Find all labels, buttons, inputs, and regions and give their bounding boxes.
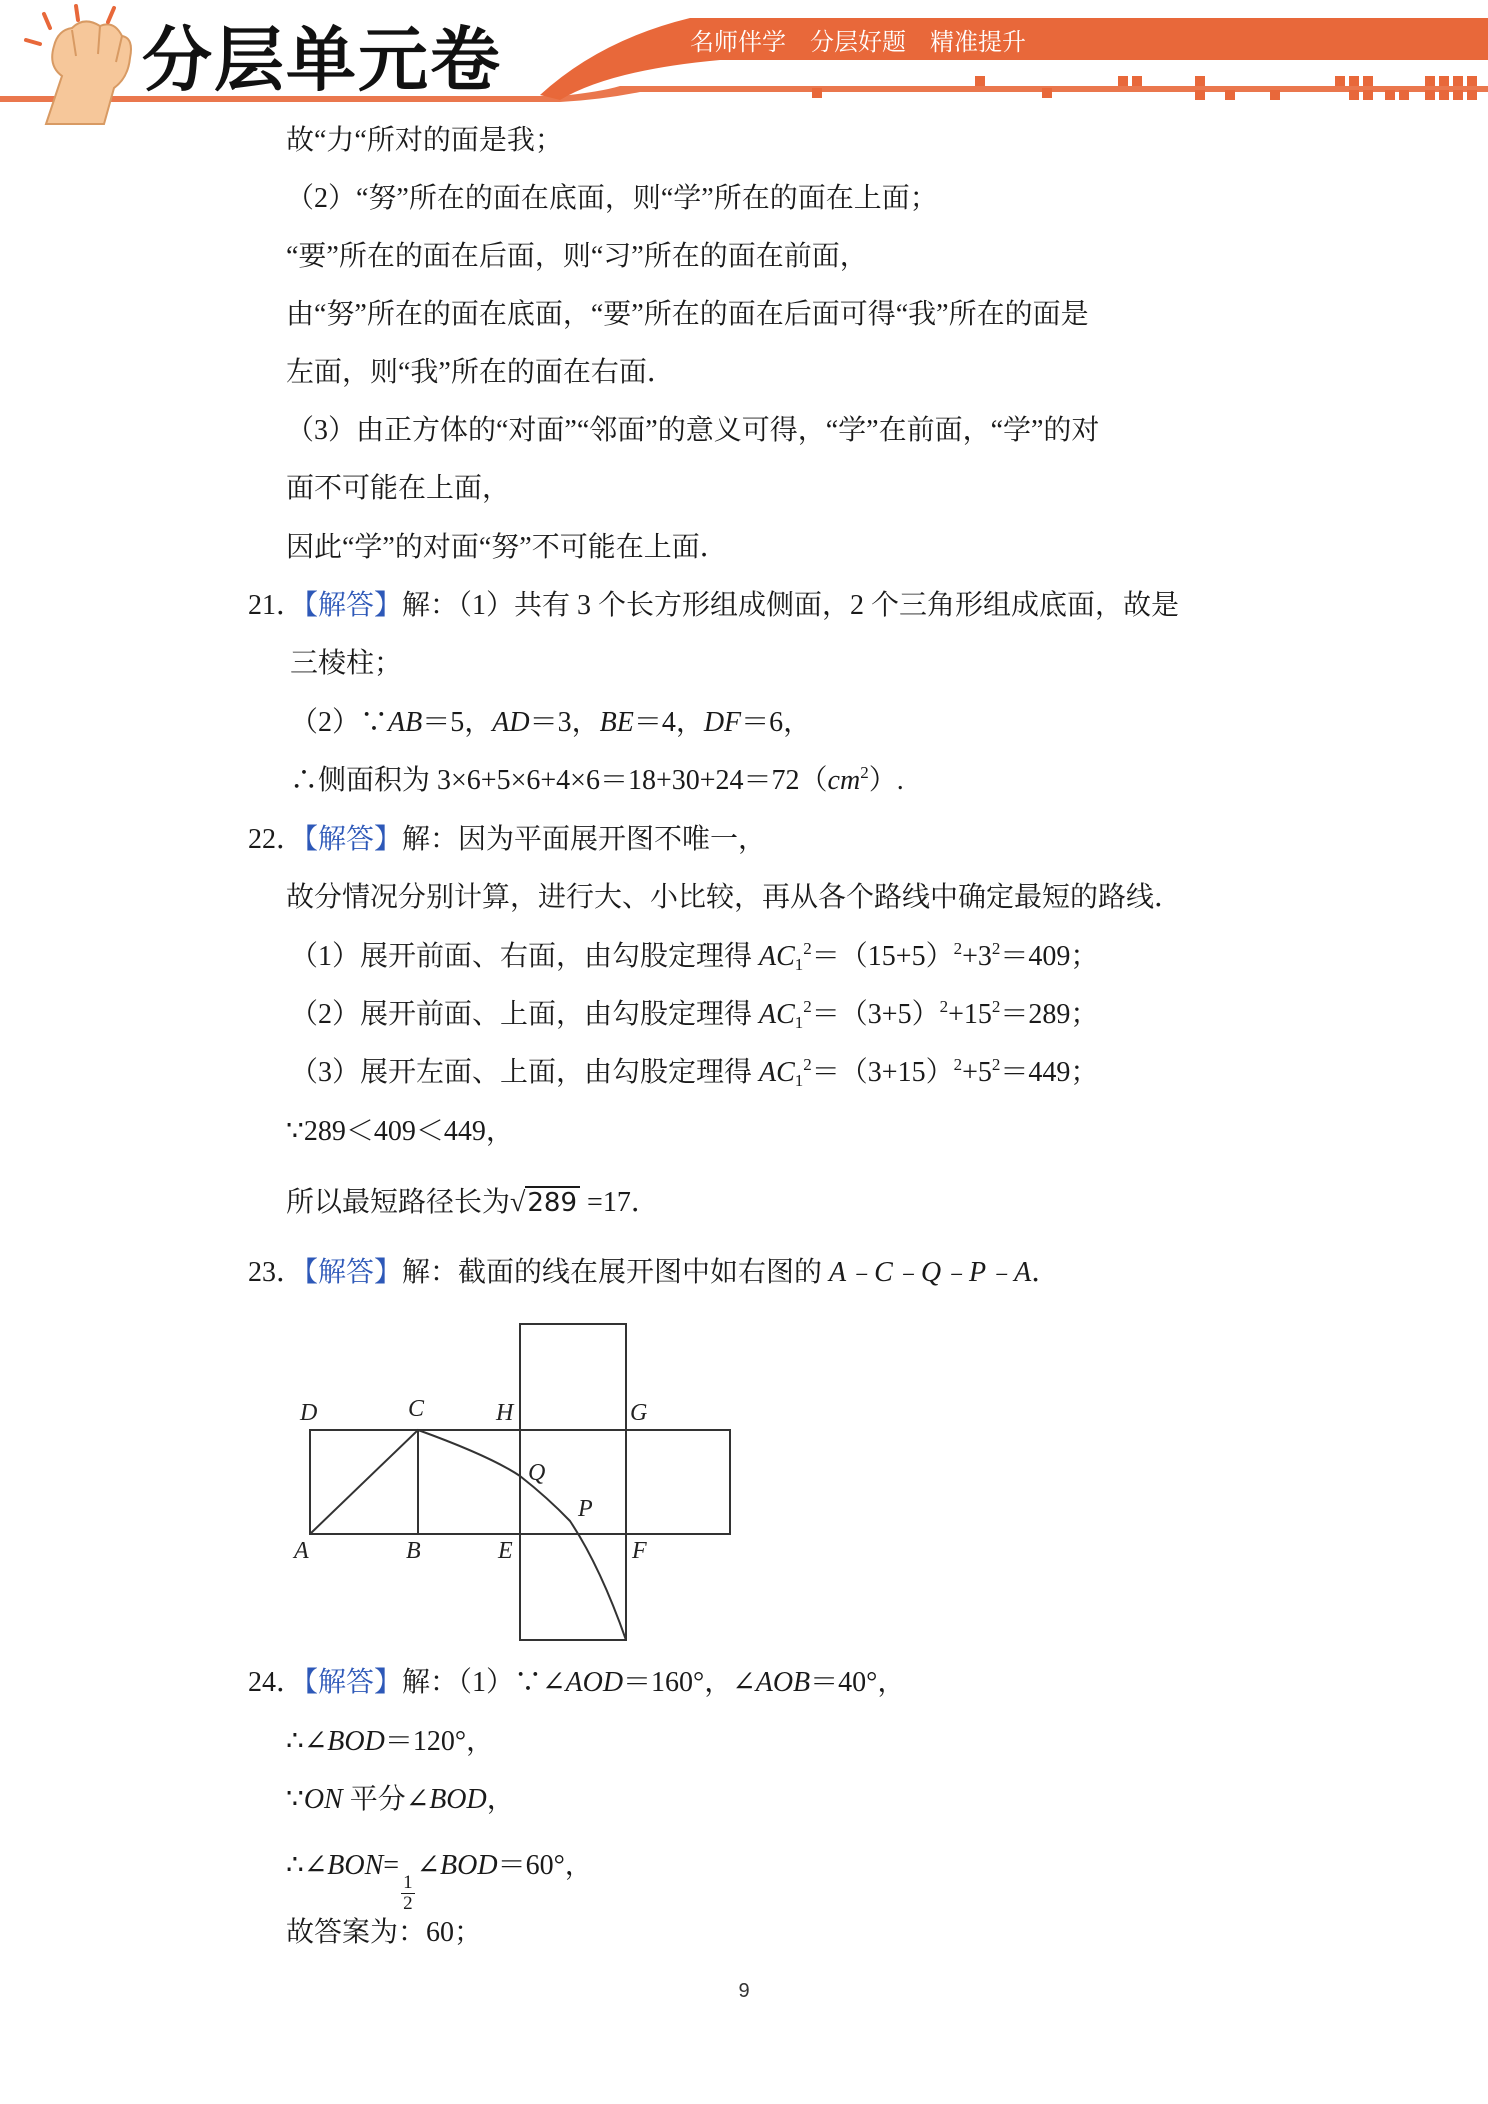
text-line: ∴∠BOD＝120°， xyxy=(286,1726,495,1757)
question-number: 22． xyxy=(248,824,305,855)
text-line: （2）“努”所在的面在底面，则“学”所在的面在上面； xyxy=(286,183,938,214)
cube-net-figure xyxy=(280,1316,740,1652)
label-H: H xyxy=(496,1400,514,1426)
case-2-line: （2）展开前面、上面，由勾股定理得 $AC_1^2=(3+5)^2+15^2=289$； xyxy=(290,997,1099,1032)
text-line: ∴侧面积为 $3\times 6+5\times 6+4\times 6=18+30+24=72(cm^2)$. xyxy=(290,763,904,796)
label-Q: Q xyxy=(528,1460,546,1486)
page-header xyxy=(0,0,1488,130)
text-line: “要”所在的面在后面，则“习”所在的面在前面， xyxy=(286,241,868,272)
header-slogan: 名师伴学 分层好题 精准提升 xyxy=(690,28,1026,56)
brand-title: 分层单元卷 xyxy=(142,19,502,101)
answer-tag: 【解答】 xyxy=(304,824,403,855)
text-line: 故“力“所对的面是我； xyxy=(286,125,563,156)
answer-tag: 【解答】 xyxy=(304,590,403,621)
text-line: （2）∵AB＝5，AD＝3，BE＝4，DF＝6， xyxy=(290,707,812,738)
label-A: A xyxy=(294,1538,309,1564)
text-line: ∵ON 平分∠BOD， xyxy=(286,1784,515,1815)
label-G: G xyxy=(630,1400,648,1426)
text-line: ∵289＜409＜449， xyxy=(286,1116,514,1147)
case-1-line: （1）展开前面、右面，由勾股定理得 $AC_1^2=(15+5)^2+3^2=409$； xyxy=(290,939,1099,974)
label-D: D xyxy=(300,1400,318,1426)
page-number: 9 xyxy=(738,1980,750,2002)
text-line: ∴∠BON= $\frac{1}{2}$ ∠BOD＝60°， xyxy=(286,1850,593,1914)
case-3-line: （3）展开左面、上面，由勾股定理得 $AC_1^2=(3+15)^2+5^2=449$； xyxy=(290,1055,1099,1090)
question-24-line: 24．【解答】解：（1）∵∠AOD＝160°，∠AOB＝40°， xyxy=(248,1667,906,1698)
text-line: 故答案为：60； xyxy=(286,1917,483,1948)
text-line: 故分情况分别计算，进行大、小比较，再从各个路线中确定最短的路线． xyxy=(286,882,1183,913)
text-line: 面不可能在上面， xyxy=(286,473,511,504)
sqrt-expression: √289 xyxy=(510,1185,580,1221)
answer-tag: 【解答】 xyxy=(304,1667,403,1698)
label-F: F xyxy=(632,1538,647,1564)
answer-tag: 【解答】 xyxy=(304,1257,403,1288)
label-B: B xyxy=(406,1538,421,1564)
question-21-line: 21．【解答】解：（1）共有 3 个长方形组成侧面，2 个三角形组成底面，故是 xyxy=(248,590,1180,621)
label-E: E xyxy=(498,1538,513,1564)
text-line: 左面，则“我”所在的面在右面． xyxy=(286,357,675,388)
question-number: 21． xyxy=(248,590,305,621)
text-line: 三棱柱； xyxy=(290,648,403,679)
question-22-line: 22．【解答】解：因为平面展开图不唯一， xyxy=(248,824,767,855)
fraction-one-half: $\frac{1}{2}$ xyxy=(403,1872,413,1914)
fist-icon xyxy=(26,6,131,124)
label-P: P xyxy=(578,1496,593,1522)
result-line: 所以最短路径长为√289 =17． xyxy=(286,1185,659,1221)
question-number: 23． xyxy=(248,1257,305,1288)
question-23-line: 23．【解答】解：截面的线在展开图中如右图的 A﹣C﹣Q﹣P﹣A． xyxy=(248,1257,1060,1288)
label-C: C xyxy=(408,1396,425,1422)
text-line: 因此“学”的对面“努”不可能在上面． xyxy=(286,532,728,563)
question-number: 24． xyxy=(248,1667,305,1698)
text-line: （3）由正方体的“对面”“邻面”的意义可得，“学”在前面，“学”的对 xyxy=(286,415,1100,446)
text-line: 由“努”所在的面在底面，“要”所在的面在后面可得“我”所在的面是 xyxy=(286,299,1089,330)
